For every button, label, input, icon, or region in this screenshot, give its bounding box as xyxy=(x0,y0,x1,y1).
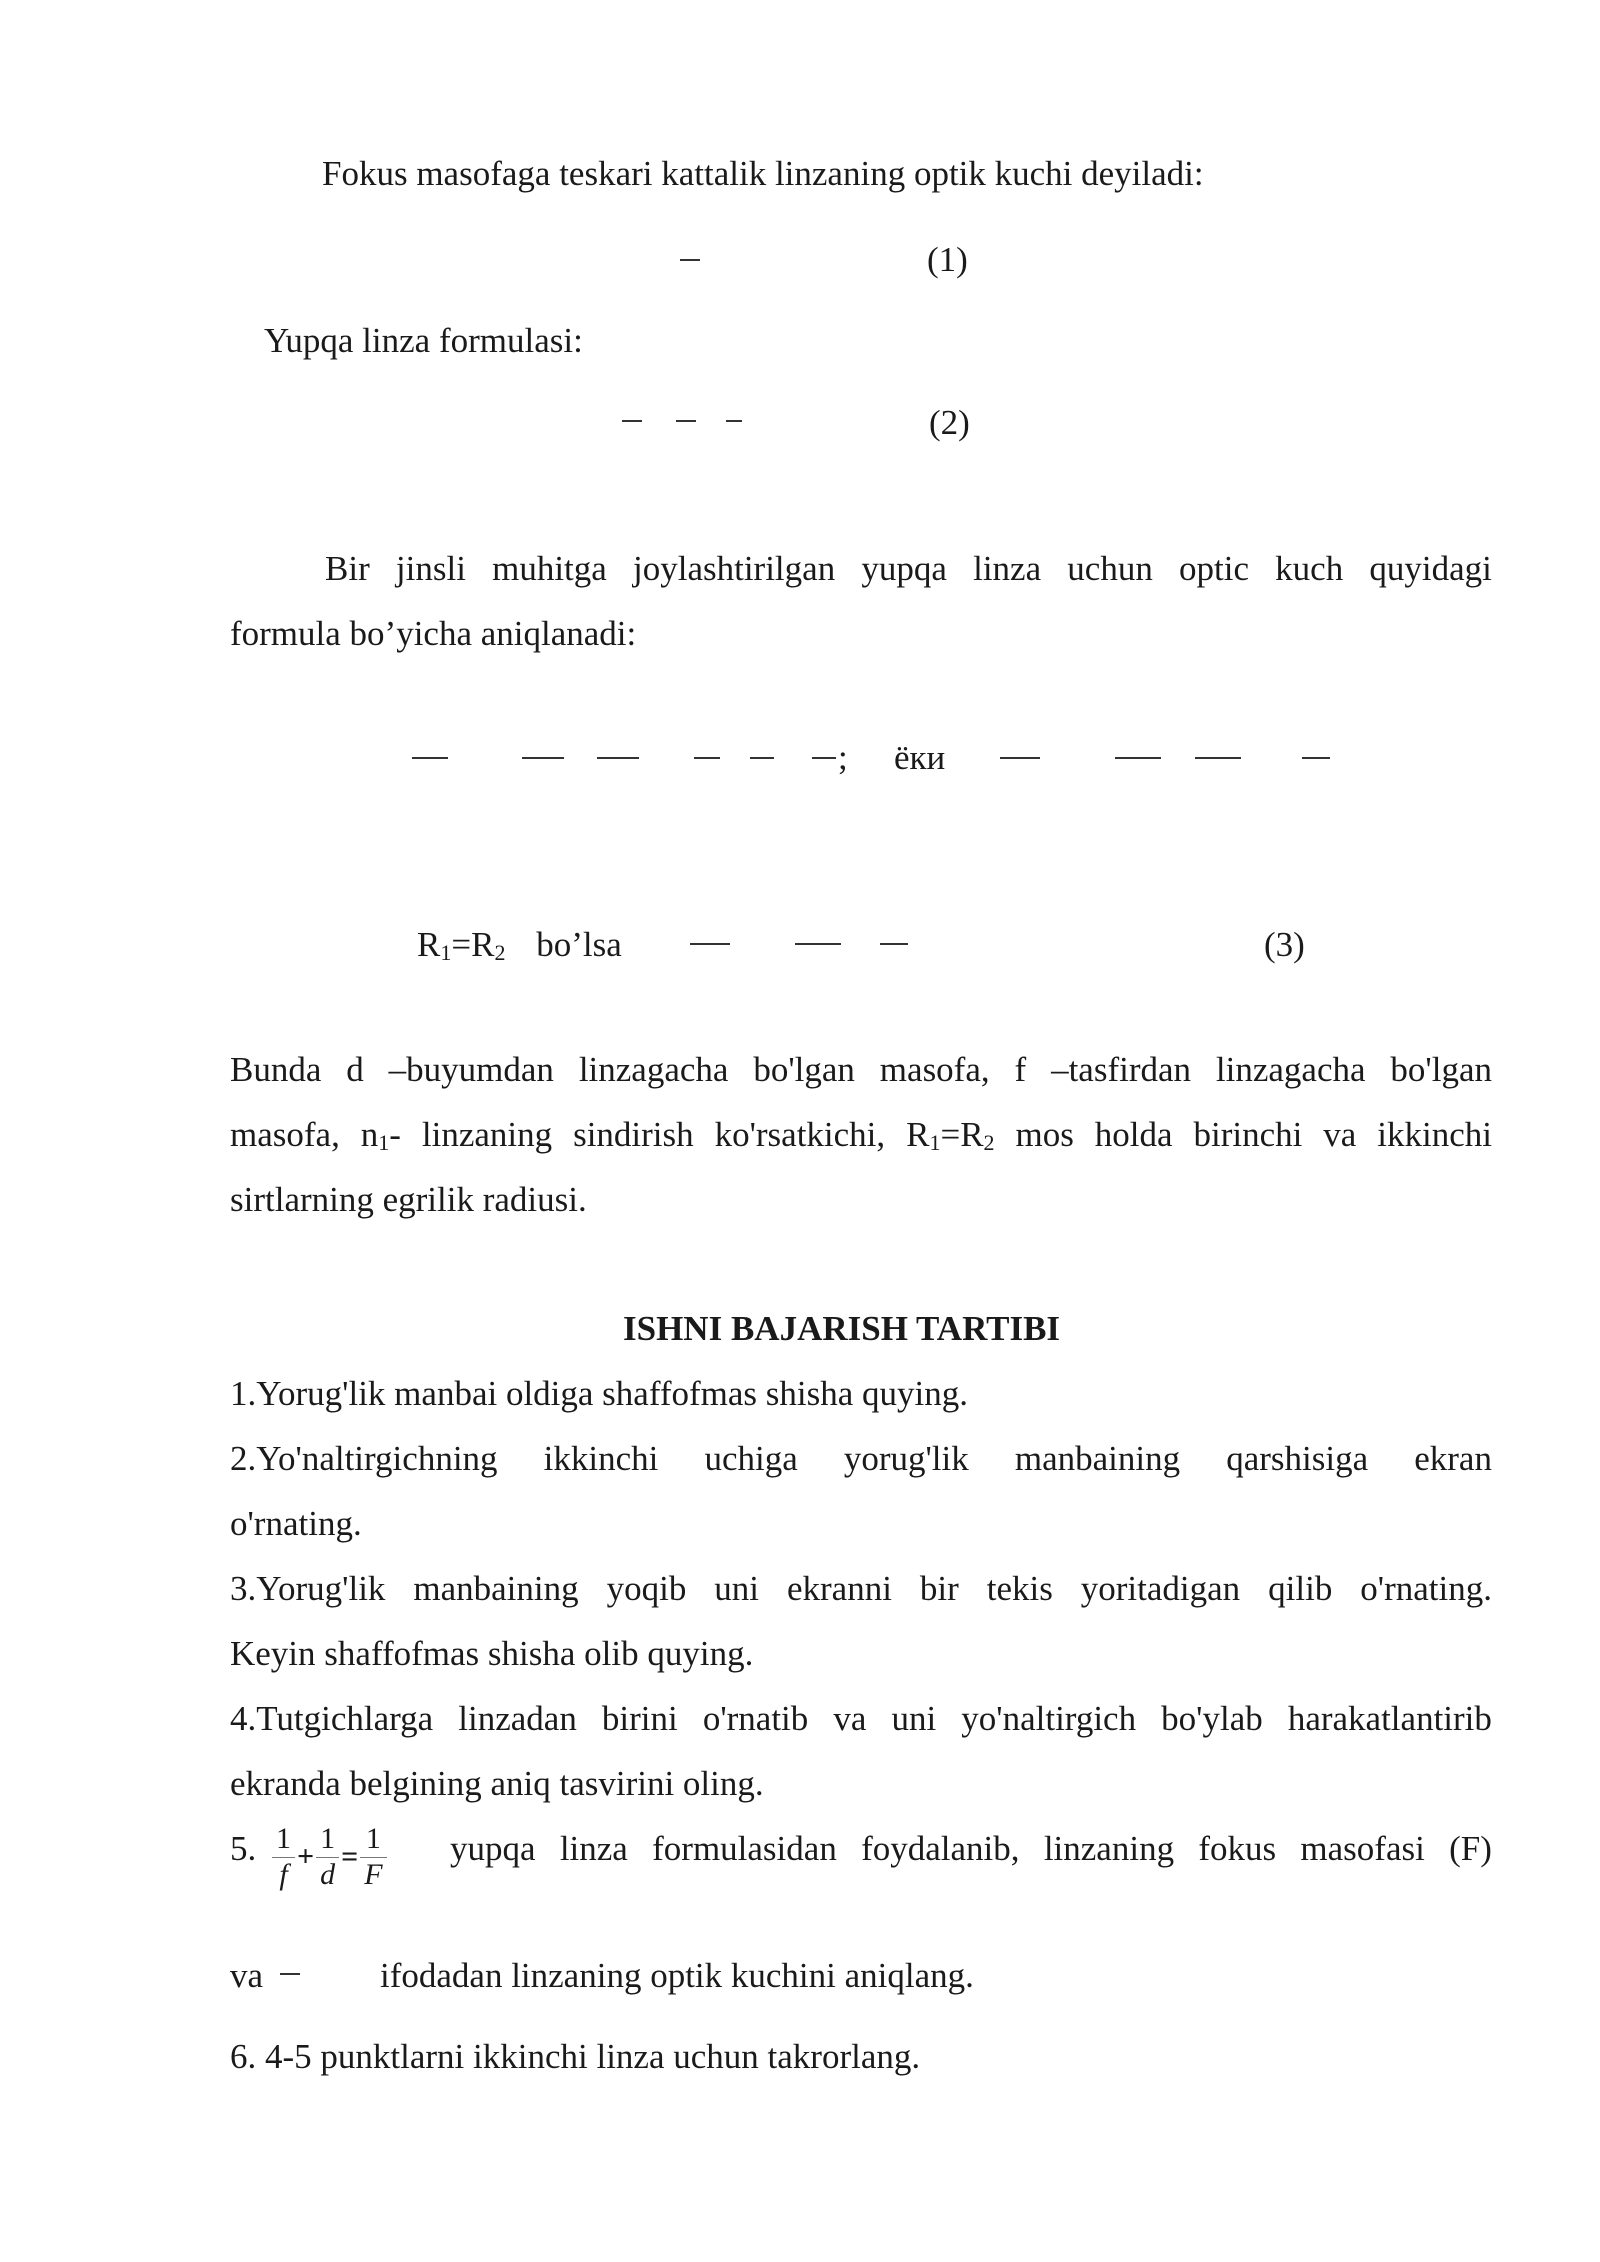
word: quyidagi xyxy=(1369,549,1492,588)
word: kuch xyxy=(1275,549,1344,588)
lensmaker-bar-3 xyxy=(597,757,639,759)
word: yoqib xyxy=(606,1569,687,1608)
procedure-step-5-line-2-text: ifodadan linzaning optik kuchini aniqlang. xyxy=(380,1956,974,1995)
equation-2-fraction-bar-3 xyxy=(726,420,742,422)
word: ekranni xyxy=(786,1569,892,1608)
word: 4.Tutgichlarga xyxy=(230,1699,434,1738)
text: =R xyxy=(940,1115,984,1154)
homogeneous-line-1 xyxy=(325,548,1492,590)
equal-radii-condition xyxy=(417,924,622,966)
word: bo'ylab xyxy=(1161,1699,1263,1738)
word: o'rnatib xyxy=(702,1699,809,1738)
r2-symbol: R xyxy=(471,925,495,964)
word: uni xyxy=(714,1569,760,1608)
optical-power-sentence: Fokus masofaga teskari kattalik linzaning optik kuchi deyiladi: xyxy=(322,154,1204,193)
text: masofa, n xyxy=(230,1115,379,1154)
step-5-optical-power-bar xyxy=(280,1973,300,1975)
r1-symbol: R xyxy=(417,925,441,964)
word: yoritadigan xyxy=(1080,1569,1241,1608)
word: linza xyxy=(559,1829,628,1868)
text: mos holda birinchi va ikkinchi xyxy=(994,1115,1492,1154)
procedure-step-4-line-2: ekranda belgining aniq tasvirini oling. xyxy=(230,1764,764,1803)
procedure-step-3-line-1 xyxy=(230,1568,1492,1610)
condition-word: bo’lsa xyxy=(536,925,622,964)
lensmaker-alt-bar-4 xyxy=(1302,757,1330,759)
word: jinsli xyxy=(395,549,466,588)
explanation-line-3: sirtlarning egrilik radiusi. xyxy=(230,1180,587,1219)
word: ikkinchi xyxy=(543,1439,659,1478)
word: manbaining xyxy=(1014,1439,1181,1478)
lensmaker-bar-6 xyxy=(812,757,836,759)
plus-sign: + xyxy=(297,1840,315,1873)
equation-2-fraction-bar-1 xyxy=(622,420,642,422)
procedure-step-3-line-2: Keyin shaffofmas shisha olib quying. xyxy=(230,1634,754,1673)
lensmaker-alt-bar-1 xyxy=(1000,757,1040,759)
word: muhitga xyxy=(492,549,607,588)
word: joylashtirilgan xyxy=(633,549,836,588)
r2-subscript: 2 xyxy=(494,940,506,965)
equation-3-bar-1 xyxy=(690,943,730,945)
word: birini xyxy=(601,1699,678,1738)
explanation-line-2 xyxy=(230,1114,1492,1156)
word: uchiga xyxy=(704,1439,798,1478)
fraction-1-over-f xyxy=(272,1822,295,1892)
word: foydalanib, xyxy=(861,1829,1020,1868)
procedure-step-2-line-1 xyxy=(230,1438,1492,1480)
word: Bir xyxy=(325,549,370,588)
word: va xyxy=(833,1699,867,1738)
procedure-step-5-line-2-prefix: va xyxy=(230,1956,264,1995)
procedure-step-6: 6. 4-5 punktlarni ikkinchi linza uchun takrorlang. xyxy=(230,2037,921,2076)
word: yorug'lik xyxy=(843,1439,969,1478)
word: harakatlantirib xyxy=(1287,1699,1492,1738)
subscript: 1 xyxy=(929,1130,941,1155)
word: o'rnating. xyxy=(1360,1569,1492,1608)
fraction-1-over-F xyxy=(360,1822,386,1892)
equation-2-number: (2) xyxy=(929,403,970,442)
r1-subscript: 1 xyxy=(440,940,452,965)
word: formulasidan xyxy=(652,1829,837,1868)
fraction-1-over-d xyxy=(316,1822,339,1892)
text: - linzaning sindirish ko'rsatkichi, R xyxy=(389,1115,930,1154)
lensmaker-bar-1 xyxy=(412,757,448,759)
equation-3-bar-3 xyxy=(880,943,908,945)
equals-sign: = xyxy=(341,1840,359,1873)
word: yupqa xyxy=(450,1829,536,1868)
equation-3-number: (3) xyxy=(1264,925,1305,964)
denominator: d xyxy=(320,1857,336,1891)
lensmaker-semicolon: ; xyxy=(838,738,848,777)
procedure-step-5-text xyxy=(450,1828,1492,1870)
lensmaker-or-word: ёки xyxy=(894,738,946,777)
word: 2.Yo'naltirgichning xyxy=(230,1439,498,1478)
procedure-step-5-number: 5. xyxy=(230,1829,257,1868)
numerator: 1 xyxy=(272,1822,295,1858)
word: ekran xyxy=(1414,1439,1492,1478)
word: tekis xyxy=(986,1569,1053,1608)
numerator: 1 xyxy=(316,1822,339,1858)
denominator: f xyxy=(279,1857,288,1891)
equation-1-number: (1) xyxy=(927,240,968,279)
numerator: 1 xyxy=(360,1822,386,1858)
homogeneous-line-2: formula bo’yicha aniqlanadi: xyxy=(230,614,637,653)
word: uchun xyxy=(1067,549,1153,588)
word: bir xyxy=(919,1569,959,1608)
equation-3-bar-2 xyxy=(795,943,841,945)
word: (F) xyxy=(1449,1829,1492,1868)
word: linzadan xyxy=(458,1699,577,1738)
step-5-thin-lens-formula xyxy=(272,1822,387,1892)
procedure-heading: ISHNI BAJARISH TARTIBI xyxy=(623,1309,1061,1348)
word: 3.Yorug'lik xyxy=(230,1569,386,1608)
word: linza xyxy=(973,549,1042,588)
procedure-step-4-line-1 xyxy=(230,1698,1492,1740)
lensmaker-bar-4 xyxy=(694,757,720,759)
word: yo'naltirgich xyxy=(961,1699,1137,1738)
denominator: F xyxy=(364,1857,383,1891)
thin-lens-label: Yupqa linza formulasi: xyxy=(264,321,583,360)
word: yupqa xyxy=(861,549,947,588)
word: masofasi xyxy=(1300,1829,1425,1868)
word: fokus xyxy=(1198,1829,1277,1868)
word: uni xyxy=(891,1699,937,1738)
subscript: 2 xyxy=(983,1130,995,1155)
word: linzaning xyxy=(1043,1829,1175,1868)
subscript: 1 xyxy=(378,1130,390,1155)
equation-1-fraction-bar xyxy=(680,259,700,261)
word: optic xyxy=(1179,549,1249,588)
equation-2-fraction-bar-2 xyxy=(676,420,696,422)
word: qilib xyxy=(1268,1569,1333,1608)
lensmaker-bar-2 xyxy=(522,757,564,759)
equals-sign: = xyxy=(451,925,472,964)
procedure-step-1: 1.Yorug'lik manbai oldiga shaffofmas shisha quying. xyxy=(230,1374,969,1413)
word: qarshisiga xyxy=(1226,1439,1369,1478)
lensmaker-bar-5 xyxy=(750,757,774,759)
word: manbaining xyxy=(413,1569,579,1608)
lensmaker-alt-bar-3 xyxy=(1195,757,1241,759)
procedure-step-2-line-2: o'rnating. xyxy=(230,1504,362,1543)
explanation-line-1: Bunda d –buyumdan linzagacha bo'lgan masofa, f –tasfirdan linzagacha bo'lgan xyxy=(230,1050,1492,1089)
lensmaker-alt-bar-2 xyxy=(1115,757,1161,759)
